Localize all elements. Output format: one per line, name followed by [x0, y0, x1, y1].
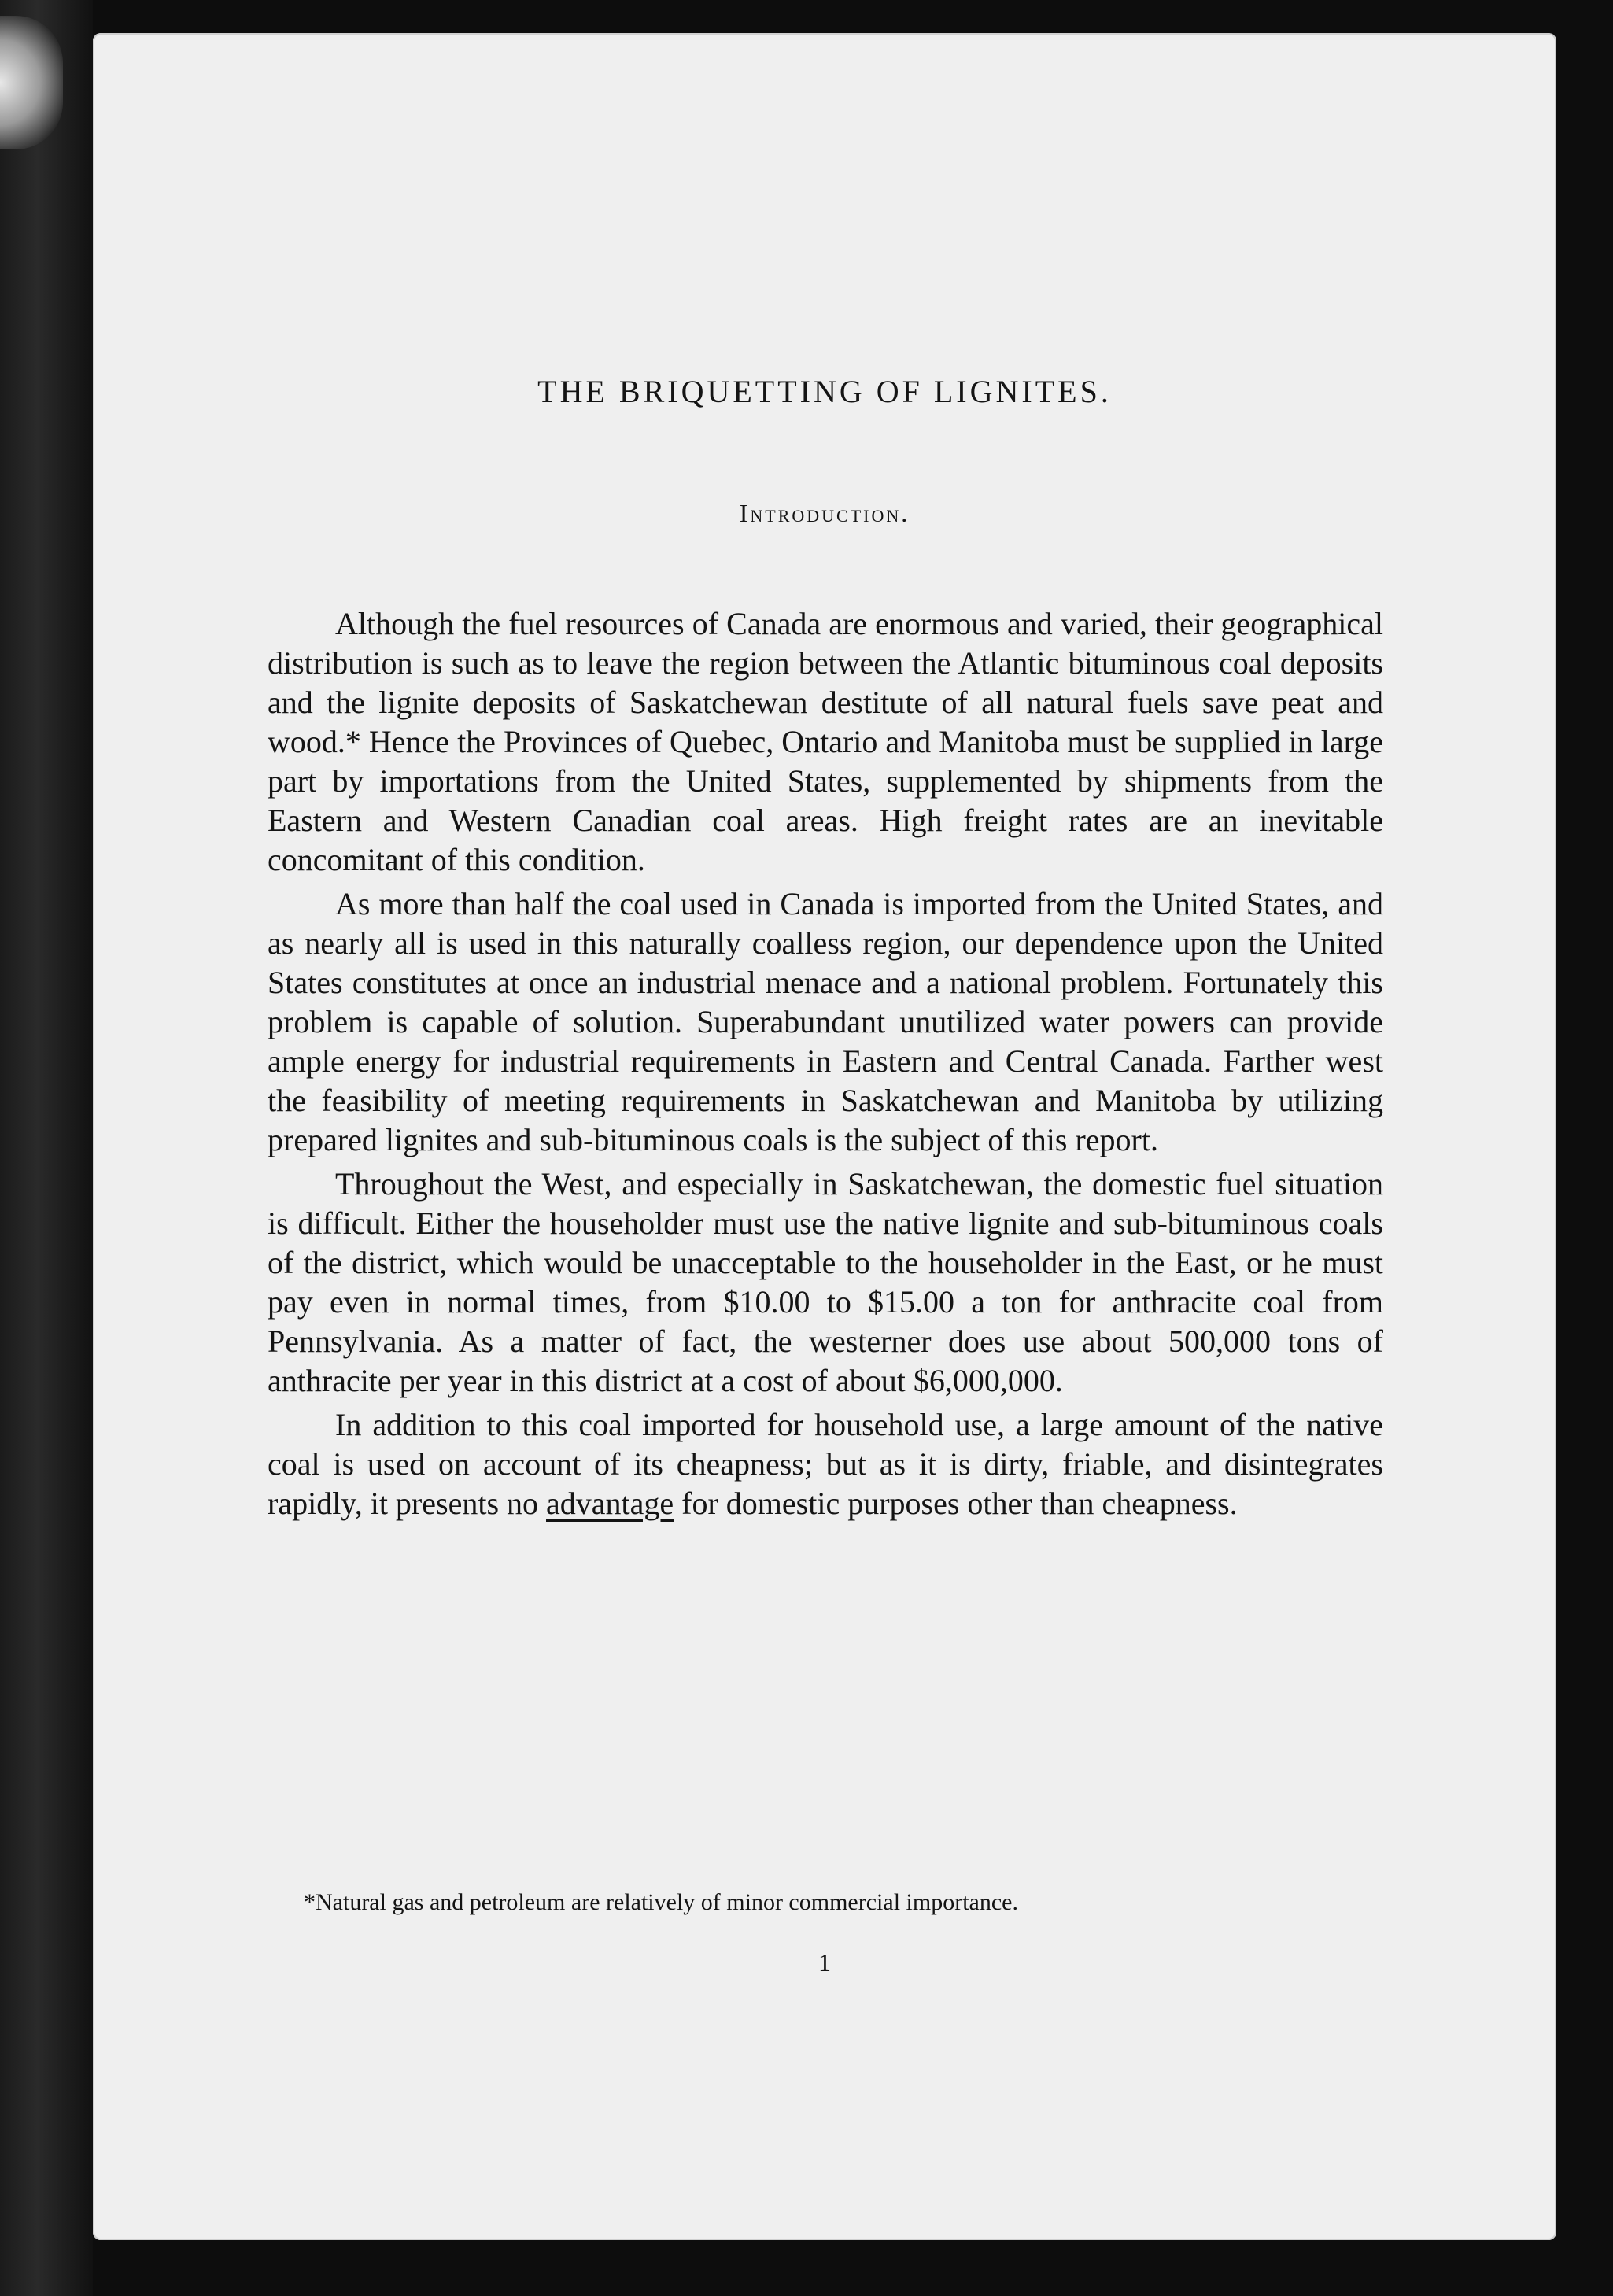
paragraph-1: Although the fuel resources of Canada are enormous and varied, their geographical distribution is such as to leave the region between the Atlantic bituminous coal deposits and the lignite deposits of Saskatchewan destitute of all natural fuels save peat and wood.* Hence the Provinces of Quebec, Ontario and Manitoba must be supplied in large part by importations from the United States, supplemented by shipments from the Eastern and Western Canadian coal areas. High freight rates are an inevitable concomitant of this condition.	[268, 606, 1383, 877]
paragraph-4-lead: In addition to this coal imported for household use, a large amount of the native coal is used on account of its cheapness; but as it is dirty, friable, and disintegrates rapidly, it presents no	[268, 1407, 1383, 1521]
underlined-word: advantage	[546, 1486, 674, 1521]
scanner-background-edge	[0, 0, 93, 2296]
section-heading: Introduction.	[739, 499, 910, 527]
paragraph-2: As more than half the coal used in Canada is imported from the United States, and as nearly all is used in this naturally coalless region, our dependence upon the United States constitutes at once an industrial menace and a national problem. Fortunately this problem is capable of solution. Superabundant unutilized water powers can provide ample energy for industrial requirements in Eastern and Central Canada. Farther west the feasibility of meeting requirements in Saskatchewan and Manitoba by utilizing prepared lignites and sub-bituminous coals is the subject of this report.	[268, 886, 1383, 1157]
page-number: 1	[818, 1948, 831, 1977]
scanner-glare	[0, 16, 63, 149]
body-text	[268, 604, 1383, 1528]
document-page	[93, 33, 1556, 2240]
paragraph-4-tail: for domestic purposes other than cheapness.	[674, 1486, 1238, 1521]
footnote: *Natural gas and petroleum are relatively of minor commercial importance.	[304, 1889, 1018, 1915]
document-title: THE BRIQUETTING OF LIGNITES.	[537, 374, 1112, 409]
paragraph-3: Throughout the West, and especially in Saskatchewan, the domestic fuel situation is difficult. Either the householder must use the native lignite and sub-bituminous coals of the district, which would be unacceptable to the householder in the East, or he must pay even in normal times, from $10.00 to $15.00 a ton for anthracite coal from Pennsylvania. As a matter of fact, the westerner does use about 500,000 tons of anthracite per year in this district at a cost of about $6,000,000.	[268, 1166, 1383, 1398]
paragraph-4	[268, 1405, 1383, 1523]
